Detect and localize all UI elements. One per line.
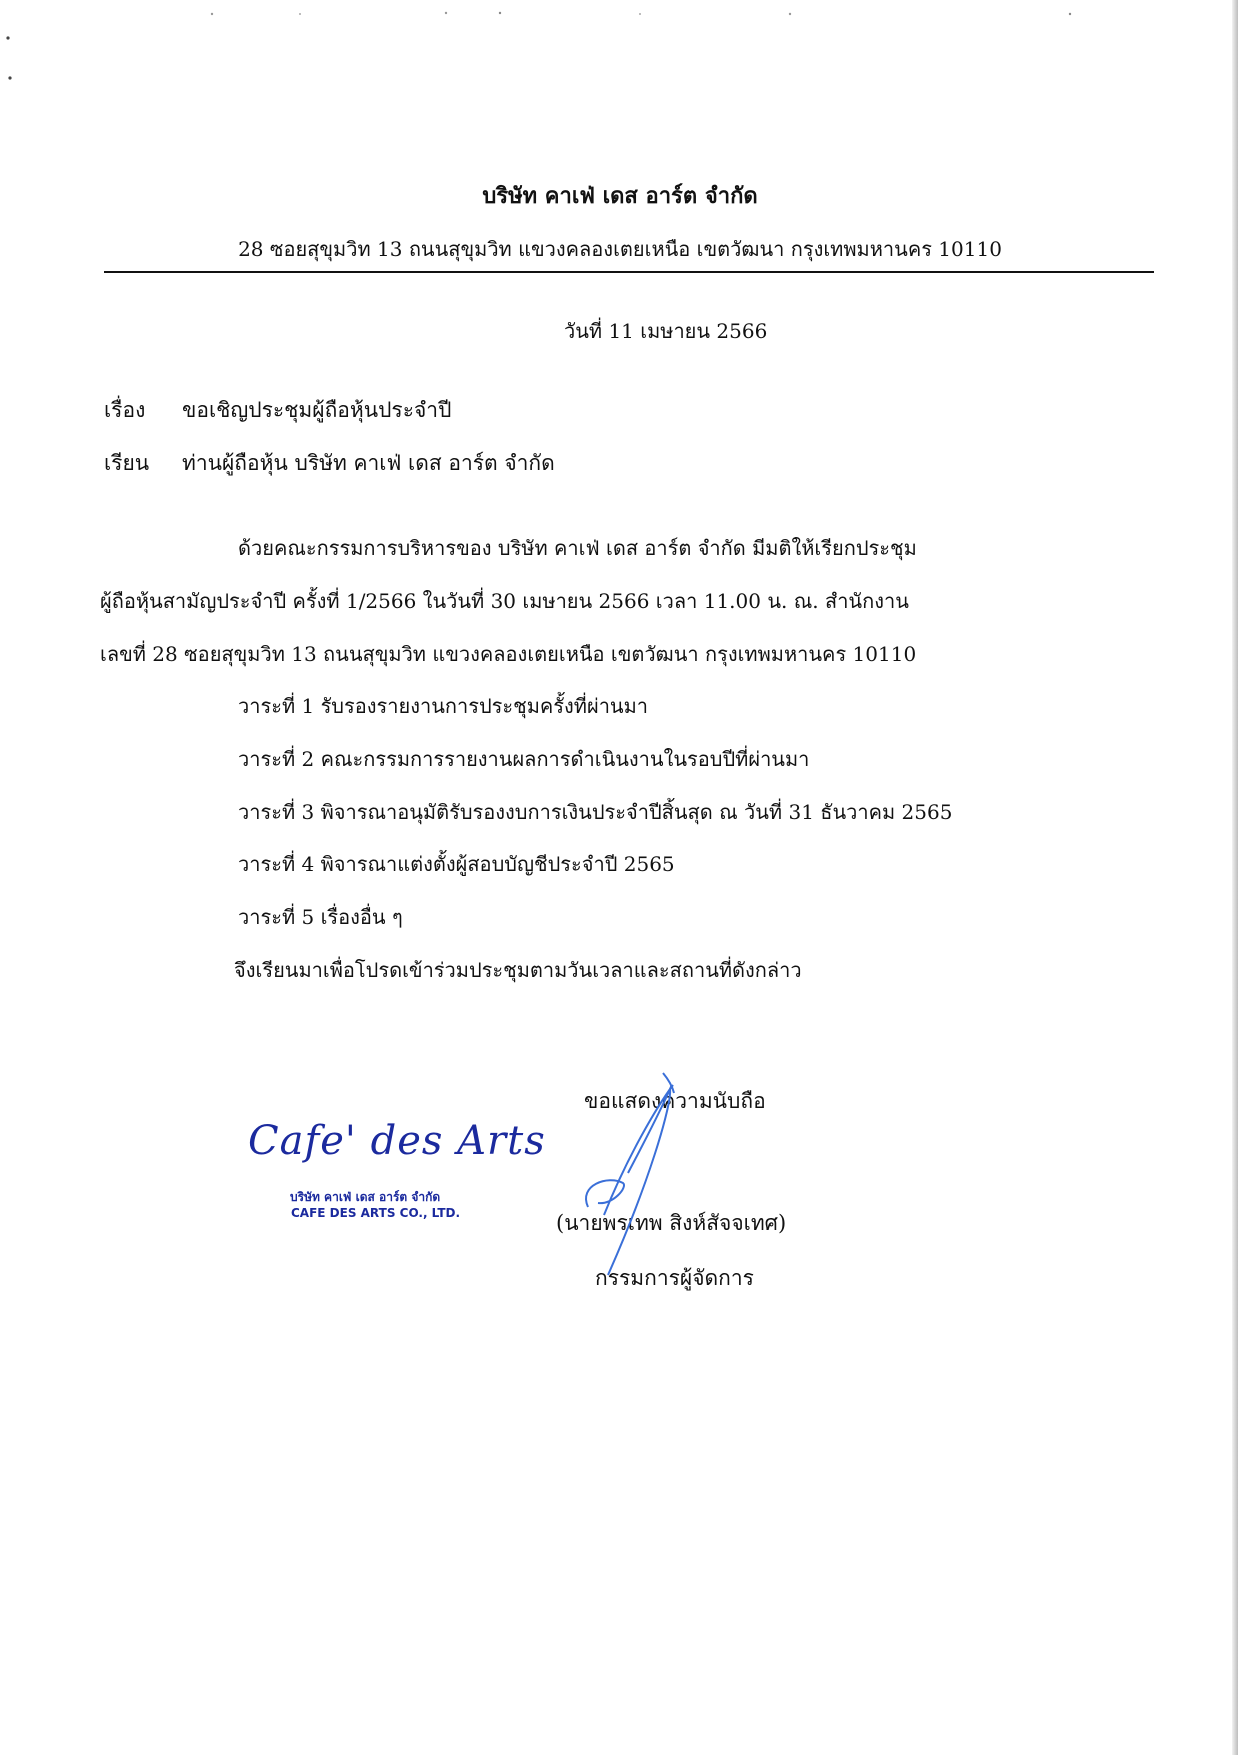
company-name: บริษัท คาเฟ่ เดส อาร์ต จำกัด: [482, 183, 758, 209]
subject-label: เรื่อง: [104, 398, 146, 422]
company-logo-thai-name: บริษัท คาเฟ่ เดส อาร์ต จำกัด: [290, 1190, 441, 1204]
letter-date: วันที่ 11 เมษายน 2566: [564, 319, 768, 343]
signer-name: (นายพรเทพ สิงห์สัจจเทศ): [556, 1211, 787, 1235]
body-paragraph-line: ด้วยคณะกรรมการบริหารของ บริษัท คาเฟ่ เดส อาร์ต จำกัด มีมติให้เรียกประชุม: [238, 536, 917, 560]
scan-noise-dots: [0, 0, 1240, 100]
subject-text: ขอเชิญประชุมผู้ถือหุ้นประจำปี: [182, 398, 452, 422]
header-divider: [104, 271, 1154, 273]
signer-title: กรรมการผู้จัดการ: [595, 1266, 754, 1290]
agenda-item: วาระที่ 2 คณะกรรมการรายงานผลการดำเนินงานในรอบปีที่ผ่านมา: [238, 747, 810, 771]
company-logo-script: Cafe' des Arts: [248, 1118, 546, 1164]
handwritten-signature: [568, 1065, 738, 1285]
agenda-item: วาระที่ 1 รับรองรายงานการประชุมครั้งที่ผ่านมา: [238, 694, 649, 718]
body-paragraph-line: ผู้ถือหุ้นสามัญประจำปี ครั้งที่ 1/2566 ในวันที่ 30 เมษายน 2566 เวลา 11.00 น. ณ. สำนักงาน: [100, 589, 909, 613]
recipient-text: ท่านผู้ถือหุ้น บริษัท คาเฟ่ เดส อาร์ต จำกัด: [182, 451, 555, 475]
agenda-item: วาระที่ 3 พิจารณาอนุมัติรับรองงบการเงินประจำปีสิ้นสุด ณ วันที่ 31 ธันวาคม 2565: [238, 800, 953, 824]
agenda-item: วาระที่ 4 พิจารณาแต่งตั้งผู้สอบบัญชีประจำปี 2565: [238, 852, 675, 876]
company-logo-english-name: CAFE DES ARTS CO., LTD.: [291, 1206, 461, 1220]
closing-salutation: ขอแสดงความนับถือ: [584, 1089, 766, 1113]
company-address: 28 ซอยสุขุมวิท 13 ถนนสุขุมวิท แขวงคลองเตยเหนือ เขตวัฒนา กรุงเทพมหานคร 10110: [238, 237, 1002, 261]
body-paragraph-line: เลขที่ 28 ซอยสุขุมวิท 13 ถนนสุขุมวิท แขวงคลองเตยเหนือ เขตวัฒนา กรุงเทพมหานคร 10110: [100, 642, 917, 666]
closing-request: จึงเรียนมาเพื่อโปรดเข้าร่วมประชุมตามวันเวลาและสถานที่ดังกล่าว: [234, 958, 802, 982]
agenda-item: วาระที่ 5 เรื่องอื่น ๆ: [238, 905, 403, 929]
recipient-label: เรียน: [104, 451, 150, 475]
